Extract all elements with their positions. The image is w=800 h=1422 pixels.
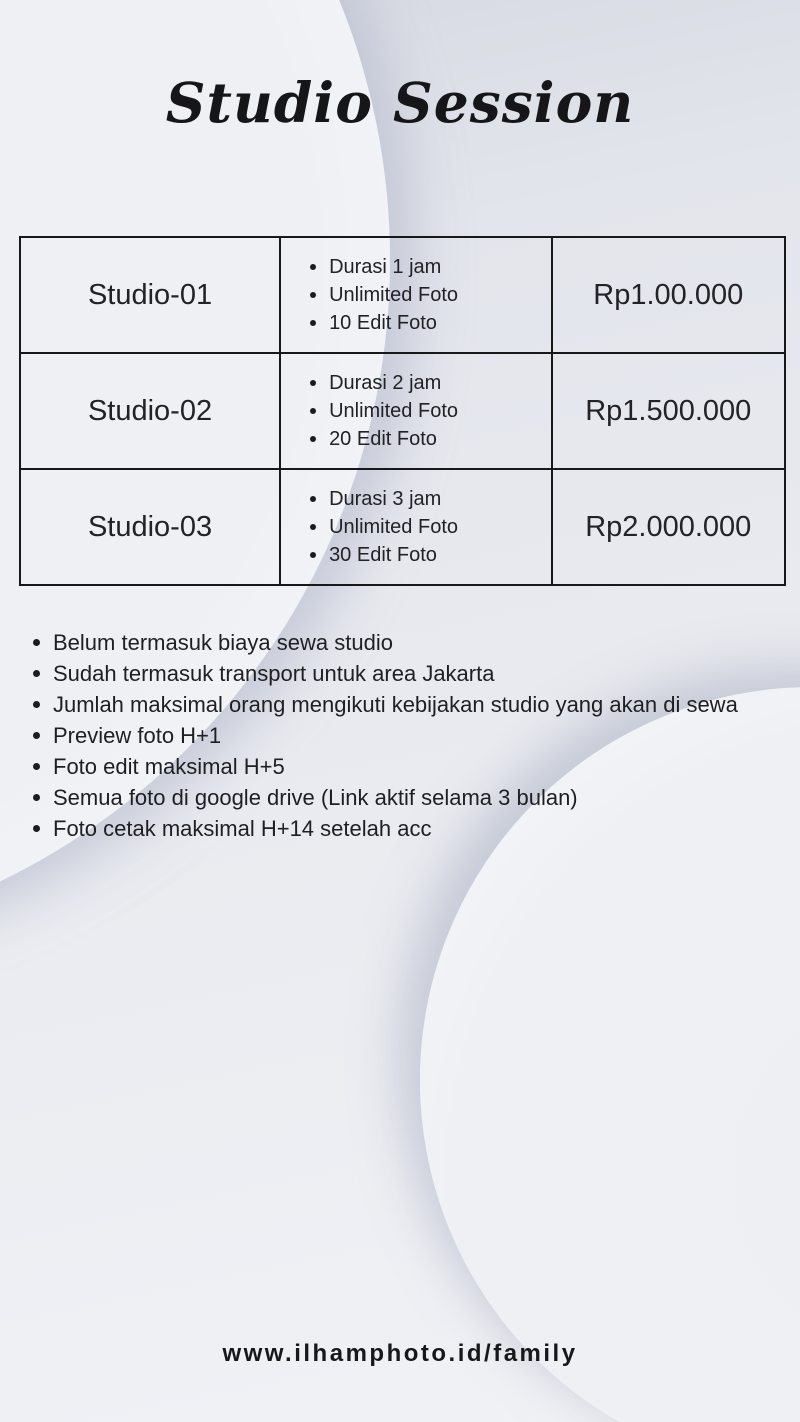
- package-price: Rp1.500.000: [552, 353, 786, 469]
- feature-item: 10 Edit Foto: [310, 309, 550, 337]
- website-url: www.ilhamphoto.id/family: [222, 1340, 578, 1367]
- note-item: Jumlah maksimal orang mengikuti kebijakan studio yang akan di sewa: [33, 689, 793, 720]
- package-features-cell: [280, 237, 551, 353]
- note-item: Belum termasuk biaya sewa studio: [33, 627, 793, 658]
- note-item: Semua foto di google drive (Link aktif selama 3 bulan): [33, 782, 793, 813]
- page-title: Studio Session: [165, 70, 635, 135]
- package-name: Studio-03: [20, 469, 280, 585]
- feature-list: [281, 253, 550, 337]
- package-features-cell: [280, 469, 551, 585]
- feature-list: [281, 485, 550, 569]
- feature-item: Durasi 3 jam: [310, 485, 550, 513]
- feature-list: [281, 369, 550, 453]
- note-item: Sudah termasuk transport untuk area Jakarta: [33, 658, 793, 689]
- feature-item: Unlimited Foto: [310, 397, 550, 425]
- feature-item: Unlimited Foto: [310, 281, 550, 309]
- pricing-table: [19, 236, 786, 586]
- package-price: Rp2.000.000: [552, 469, 786, 585]
- table-row: [20, 237, 785, 353]
- feature-item: Unlimited Foto: [310, 513, 550, 541]
- package-name: Studio-01: [20, 237, 280, 353]
- package-features-cell: [280, 353, 551, 469]
- feature-item: 30 Edit Foto: [310, 541, 550, 569]
- table-row: [20, 353, 785, 469]
- note-item: Preview foto H+1: [33, 720, 793, 751]
- feature-item: 20 Edit Foto: [310, 425, 550, 453]
- package-name: Studio-02: [20, 353, 280, 469]
- feature-item: Durasi 2 jam: [310, 369, 550, 397]
- package-price: Rp1.00.000: [552, 237, 786, 353]
- note-item: Foto edit maksimal H+5: [33, 751, 793, 782]
- terms-notes-list: [33, 627, 793, 844]
- feature-item: Durasi 1 jam: [310, 253, 550, 281]
- note-item: Foto cetak maksimal H+14 setelah acc: [33, 813, 793, 844]
- table-row: [20, 469, 785, 585]
